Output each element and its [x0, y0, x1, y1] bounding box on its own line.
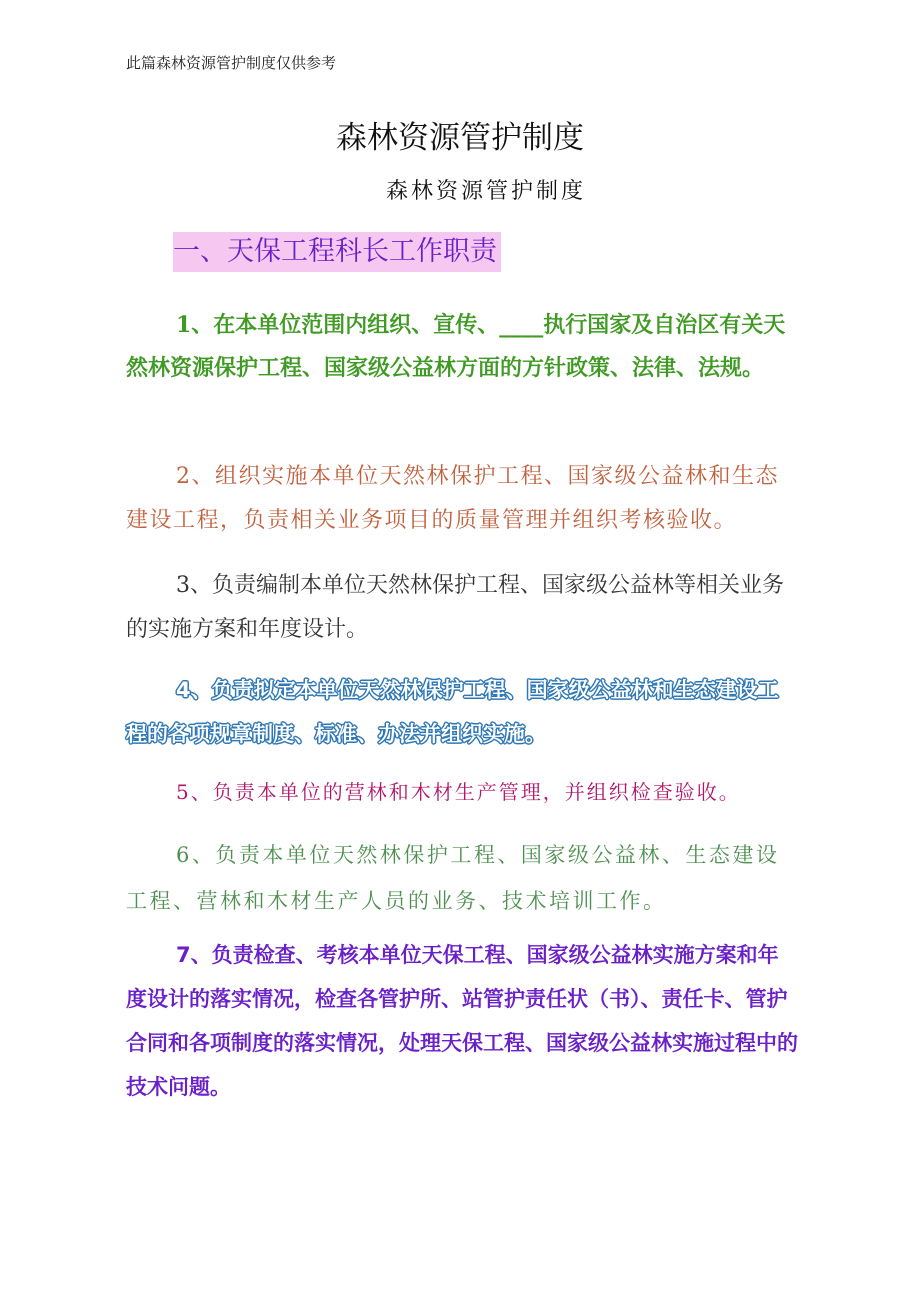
duty-item-1: 1、在本单位范围内组织、宣传、____执行国家及自治区有关天然林资源保护工程、国家级公益林方面的方针政策、法律、法规。: [126, 312, 786, 381]
duty-item-6: 6、负责本单位天然林保护工程、国家级公益林、生态建设工程、营林和木材生产人员的业务、技术培训工作。: [126, 843, 780, 913]
document-subtitle: 森林资源管护制度: [386, 179, 587, 204]
document-title: 森林资源管护制度: [336, 120, 584, 156]
section-heading: 一、天保工程科长工作职责: [173, 232, 501, 272]
duty-item-2: 2、组织实施本单位天然林保护工程、国家级公益林和生态建设工程，负责相关业务项目的质量管理并组织考核验收。: [126, 464, 779, 533]
duty-item-5: 5、负责本单位的营林和木材生产管理，并组织检查验收。: [176, 780, 741, 804]
duty-item-7: 7、负责检查、考核本单位天保工程、国家级公益林实施方案和年度设计的落实情况，检查各管护所、站管护责任状（书）、责任卡、管护合同和各项制度的落实情况，处理天保工程、国家级公益林实施过程中的技术问题。: [126, 943, 798, 1099]
duty-item-4: 4、负责拟定本单位天然林保护工程、国家级公益林和生态建设工程的各项规章制度、标准、办法并组织实施。: [126, 678, 779, 746]
duty-item-3: 3、负责编制本单位天然林保护工程、国家级公益林等相关业务的实施方案和年度设计。: [126, 573, 784, 642]
header-note: 此篇森林资源管护制度仅供参考: [126, 54, 337, 72]
